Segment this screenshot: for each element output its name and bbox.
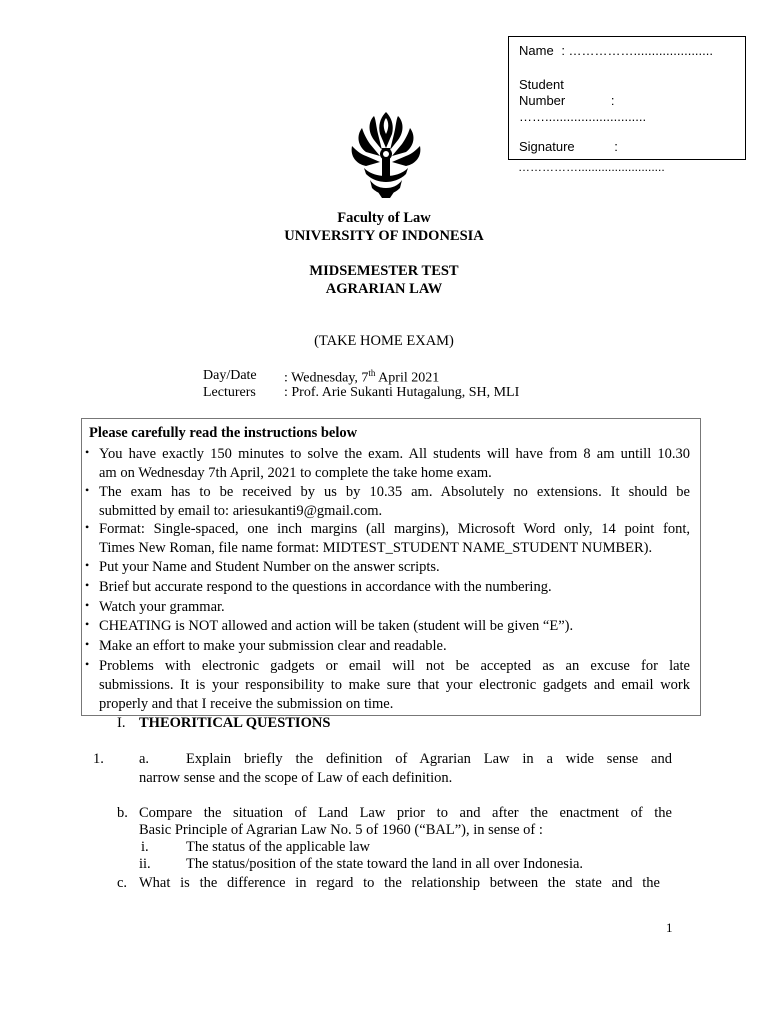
question-text: Explain briefly the definition of Agrarian Law in a wide sense and (186, 751, 672, 767)
question-text: Compare the situation of Land Law prior to and after the enactment of the (139, 805, 672, 821)
question-letter: c. (117, 875, 128, 891)
instructions-title: Please carefully read the instructions below (89, 425, 358, 441)
signature-row[interactable] (519, 139, 618, 154)
student-id-box (508, 36, 746, 160)
question-text: narrow sense and the scope of Law of each definition. (139, 770, 453, 786)
number-label: Number (519, 93, 566, 108)
signature-value: …………….......................... (518, 160, 665, 174)
number-row[interactable] (519, 93, 615, 108)
bullet-icon: • (85, 657, 90, 671)
day-label: Day/Date (203, 368, 257, 383)
university-title: UNIVERSITY OF INDONESIA (284, 228, 484, 244)
instructions-box: Please carefully read the instructions below • You have exactly 150 minutes to solve the exam. All students will have from 8 am untill 10.30 am on Wednesday 7th April, 2021 to complete the take home exam. • The exam has to be received by us by 10.35 am. Absolutely no extensions. It should be submitted by email to: ariesukanti9@gmail.com. • Format: Single-spaced, one inch margins (all margins), Microsoft Word only, 14 point font, Times New Roman, file name format: MIDTEST_STUDENT NAME_STUDENT NUMBER). • Put your Name and Student Number on the answer scripts. • Brief but accurate respond to the questions in accordance with the numbering. • Watch your grammar. • CHEATING is NOT allowed and action will be taken (student will be given “E”). • Make an effort to make your submission clear and readable. • Problems with electronic gadgets or email will not be accepted as an excuse for late submissions. It is your responsibility to make sure that your electronic gadgets and email work properly and that I receive the submission on time. (81, 418, 701, 716)
bullet-icon: • (85, 637, 90, 651)
name-label: Name (519, 43, 554, 58)
section-numeral: I. (117, 715, 126, 731)
test-title: MIDSEMESTER TEST (309, 263, 459, 279)
question-letter: b. (117, 805, 128, 821)
subitem-text: The status/position of the state toward the land in all over Indonesia. (186, 856, 584, 872)
day-value: : Wednesday, 7th April 2021 (284, 368, 440, 386)
faculty-title: Faculty of Law (337, 210, 431, 226)
signature-colon: : (614, 139, 618, 154)
question-letter: a. (139, 751, 150, 767)
bullet-icon: • (85, 617, 90, 631)
lecturers-label: Lecturers (203, 385, 256, 400)
name-value: : ……………...................... (561, 43, 713, 58)
signature-label: Signature (519, 139, 575, 154)
bullet-icon: • (85, 520, 90, 534)
question-number: 1. (93, 751, 104, 767)
subitem-text: The status of the applicable law (186, 839, 371, 855)
number-value: ……............................ (519, 109, 647, 124)
university-seal-logo (344, 108, 428, 200)
subitem-number: i. (141, 839, 149, 855)
bullet-icon: • (85, 483, 90, 497)
bullet-icon: • (85, 445, 90, 459)
bullet-icon: • (85, 558, 90, 572)
bullet-icon: • (85, 578, 90, 592)
number-colon: : (610, 93, 615, 108)
name-row[interactable] (519, 43, 713, 58)
question-text: Basic Principle of Agrarian Law No. 5 of 1960 (“BAL”), in sense of : (139, 822, 543, 838)
exam-type: (TAKE HOME EXAM) (314, 333, 454, 349)
student-label: Student (519, 77, 564, 92)
section-title: THEORITICAL QUESTIONS (139, 715, 331, 731)
lecturers-value: : Prof. Arie Sukanti Hutagalung, SH, MLI (284, 385, 520, 400)
page-number: 1 (666, 920, 673, 935)
bullet-icon: • (85, 598, 90, 612)
subitem-number: ii. (139, 856, 151, 872)
course-title: AGRARIAN LAW (325, 281, 443, 297)
question-text: What is the difference in regard to the relationship between the state and the (139, 875, 660, 891)
